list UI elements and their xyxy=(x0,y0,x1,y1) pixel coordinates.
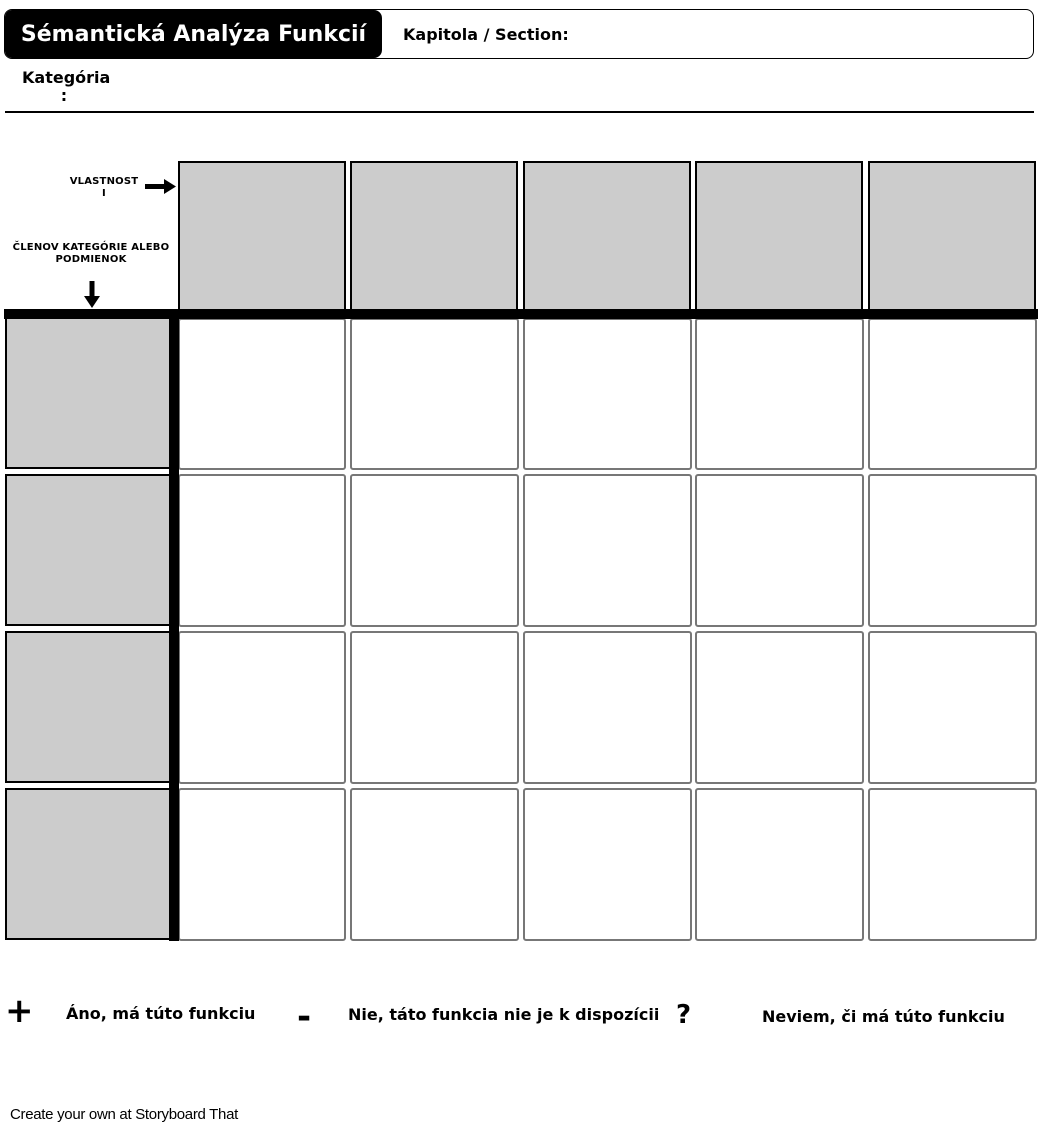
category-field xyxy=(22,68,111,105)
arrow-down-icon xyxy=(84,281,100,309)
grid-row-divider xyxy=(169,309,179,941)
legend-unknown-text: Neviem, či má túto funkciu xyxy=(762,1007,1005,1026)
section-field-label: Kapitola / Section: xyxy=(403,24,569,44)
legend-yes-text: Áno, má túto funkciu xyxy=(66,1004,256,1023)
grid-cell[interactable] xyxy=(350,631,519,784)
worksheet-title: Sémantická Analýza Funkcií xyxy=(5,10,382,58)
grid-cell[interactable] xyxy=(178,631,346,784)
title-bar xyxy=(4,9,1034,59)
property-header-cell[interactable] xyxy=(350,161,518,311)
legend-no-text: Nie, táto funkcia nie je k dispozícii xyxy=(348,1005,660,1024)
grid-cell[interactable] xyxy=(695,318,864,470)
grid-cell[interactable] xyxy=(523,788,692,941)
grid-cell[interactable] xyxy=(868,788,1037,941)
property-label xyxy=(62,176,146,200)
plus-icon: + xyxy=(5,991,34,1031)
minus-icon: - xyxy=(297,997,312,1037)
grid-cell[interactable] xyxy=(695,631,864,784)
property-header-cell[interactable] xyxy=(868,161,1036,311)
grid-cell[interactable] xyxy=(695,474,864,627)
grid-header-divider xyxy=(4,309,1038,319)
property-label-line1: VLASTNOST xyxy=(69,176,139,187)
grid-cell[interactable] xyxy=(178,474,346,627)
grid-cell[interactable] xyxy=(868,474,1037,627)
grid-cell[interactable] xyxy=(868,318,1037,470)
member-row-cell[interactable] xyxy=(5,474,173,626)
category-colon: : xyxy=(60,86,68,105)
category-label: Kategória xyxy=(22,68,111,87)
members-label-line2: PODMIENOK xyxy=(55,254,127,265)
grid-cell[interactable] xyxy=(350,318,519,470)
property-header-cell[interactable] xyxy=(178,161,346,311)
grid-cell[interactable] xyxy=(350,474,519,627)
category-underline xyxy=(5,111,1034,113)
footer-credit[interactable]: Create your own at Storyboard That xyxy=(10,1106,238,1123)
question-icon: ? xyxy=(676,1000,692,1030)
grid-cell[interactable] xyxy=(695,788,864,941)
member-row-cell[interactable] xyxy=(5,631,173,783)
grid-cell[interactable] xyxy=(350,788,519,941)
member-row-cell[interactable] xyxy=(5,317,173,469)
property-header-cell[interactable] xyxy=(695,161,863,311)
member-row-cell[interactable] xyxy=(5,788,173,940)
grid-cell[interactable] xyxy=(523,474,692,627)
grid-cell[interactable] xyxy=(178,318,346,470)
grid-cell[interactable] xyxy=(523,318,692,470)
property-header-cell[interactable] xyxy=(523,161,691,311)
arrow-right-icon xyxy=(145,179,177,195)
members-label-line1: ČLENOV KATEGÓRIE ALEBO xyxy=(12,242,170,253)
grid-cell[interactable] xyxy=(868,631,1037,784)
grid-cell[interactable] xyxy=(178,788,346,941)
grid-cell[interactable] xyxy=(523,631,692,784)
property-label-line2: I xyxy=(102,188,106,199)
members-label xyxy=(6,242,176,266)
